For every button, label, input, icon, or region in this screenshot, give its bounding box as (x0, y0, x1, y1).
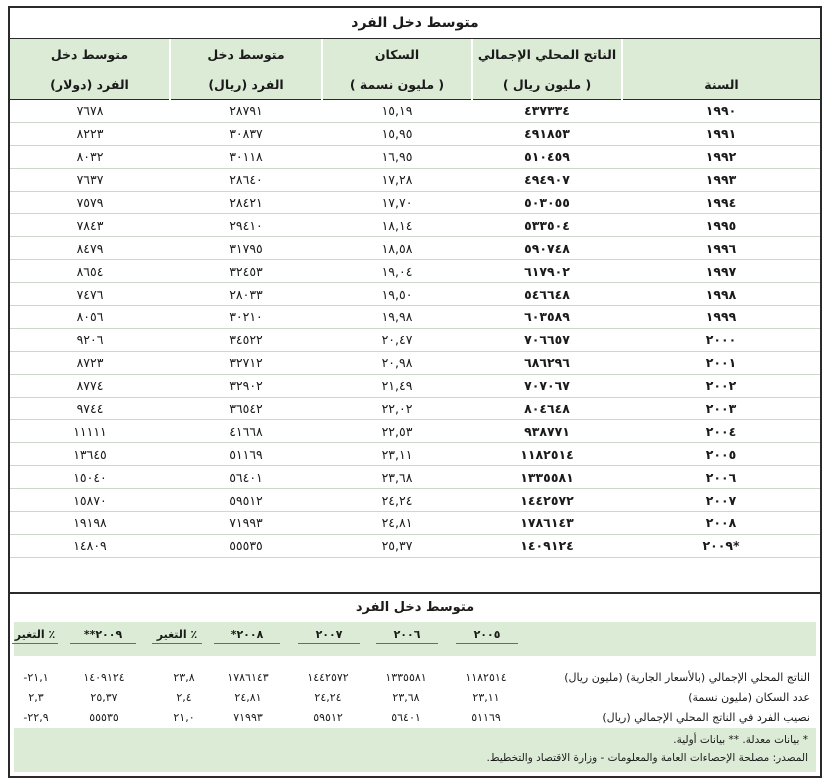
income-usd-cell: ١١١١١ (10, 420, 170, 443)
population-cell: ٢٥,٣٧ (322, 534, 472, 557)
header-row-1 (10, 39, 820, 69)
year-cell: *٢٠٠٩ (622, 534, 820, 557)
summary-title: متوسط دخل الفرد (355, 600, 475, 615)
population-cell: ١٨,١٤ (322, 214, 472, 237)
summary-value: ٢,٤ (176, 691, 192, 704)
income-usd-cell: ١٤٨٠٩ (10, 534, 170, 557)
summary-value: ١٣٣٥٥٨١ (385, 671, 427, 684)
header-year: السنة (622, 69, 820, 100)
year-cell: ١٩٩١ (622, 122, 820, 145)
income-usd-cell: ٨٧٢٣ (10, 351, 170, 374)
population-cell: ١٧,٢٨ (322, 168, 472, 191)
table-row (10, 306, 820, 329)
table-title: متوسط دخل الفرد (10, 8, 820, 39)
income-sar-cell: ٣٦٥٤٢ (170, 397, 322, 420)
income-usd-cell: ٧٦٧٨ (10, 100, 170, 123)
income-usd-cell: ٨٦٥٤ (10, 260, 170, 283)
income-sar-cell: ٣١٧٩٥ (170, 237, 322, 260)
income-usd-cell: ٨٧٧٤ (10, 374, 170, 397)
summary-col-2005: ٢٠٠٥ (456, 628, 518, 644)
table-row (10, 512, 820, 535)
income-table (10, 39, 820, 558)
header-year-l1 (622, 39, 820, 69)
summary-value: ٢١,٠ (173, 711, 195, 724)
gdp-cell: ٥٣٣٥٠٤ (472, 214, 622, 237)
gdp-cell: ١١٨٢٥١٤ (472, 443, 622, 466)
income-usd-cell: ٨٢٢٣ (10, 122, 170, 145)
gdp-cell: ٥٤٦٦٤٨ (472, 283, 622, 306)
header-population-unit: ( مليون نسمة ) (322, 69, 472, 100)
income-sar-cell: ٧١٩٩٣ (170, 512, 322, 535)
income-sar-cell: ٣٢٧١٢ (170, 351, 322, 374)
summary-value: ٧١٩٩٣ (233, 711, 263, 724)
table-row (10, 100, 820, 123)
year-cell: ١٩٩٠ (622, 100, 820, 123)
income-sar-cell: ٣٠٢١٠ (170, 306, 322, 329)
population-cell: ٢٠,٩٨ (322, 351, 472, 374)
population-cell: ١٥,٩٥ (322, 122, 472, 145)
income-usd-cell: ٨٠٥٦ (10, 306, 170, 329)
year-cell: ٢٠٠٦ (622, 466, 820, 489)
population-cell: ١٧,٧٠ (322, 191, 472, 214)
income-usd-cell: ٧٤٧٦ (10, 283, 170, 306)
summary-value: ٥٩٥١٢ (313, 711, 343, 724)
table-row (10, 214, 820, 237)
table-row (10, 260, 820, 283)
year-cell: ١٩٩٢ (622, 145, 820, 168)
population-cell: ٢١,٤٩ (322, 374, 472, 397)
summary-value: -٢١,١ (23, 671, 49, 684)
gdp-cell: ٦٨٦٢٩٦ (472, 351, 622, 374)
summary-row (14, 690, 816, 708)
table-body (10, 100, 820, 558)
summary-row (14, 710, 816, 728)
income-sar-cell: ٥٦٤٠١ (170, 466, 322, 489)
summary-value: ١٧٨٦١٤٣ (227, 671, 269, 684)
header-gdp-l1: الناتج المحلي الإجمالي (472, 39, 622, 69)
header-income-sar-unit: الفرد (ريال) (170, 69, 322, 100)
summary-value: ٢٣,٨ (173, 671, 195, 684)
table-row (10, 534, 820, 557)
table-row (10, 466, 820, 489)
summary-col-change-2008: التغير ٪ (152, 628, 202, 644)
header-income-sar-l1: متوسط دخل (170, 39, 322, 69)
summary-value: ٥٦٤٠١ (391, 711, 421, 724)
income-sar-cell: ٢٨٤٢١ (170, 191, 322, 214)
year-cell: ١٩٩٧ (622, 260, 820, 283)
year-cell: ٢٠٠٧ (622, 489, 820, 512)
population-cell: ١٩,٥٠ (322, 283, 472, 306)
gdp-cell: ٦٠٣٥٨٩ (472, 306, 622, 329)
year-cell: ١٩٩٩ (622, 306, 820, 329)
year-cell: ٢٠٠٠ (622, 328, 820, 351)
income-usd-cell: ٧٦٣٧ (10, 168, 170, 191)
gdp-cell: ٧٠٧٠٦٧ (472, 374, 622, 397)
summary-col-2008: *٢٠٠٨ (214, 628, 280, 644)
note-legend: * بيانات معدلة. ** بيانات أولية. (673, 734, 808, 746)
year-cell: ٢٠٠١ (622, 351, 820, 374)
income-sar-cell: ٣٠٨٣٧ (170, 122, 322, 145)
population-cell: ١٦,٩٥ (322, 145, 472, 168)
income-usd-cell: ٨٤٧٩ (10, 237, 170, 260)
year-cell: ٢٠٠٢ (622, 374, 820, 397)
gdp-cell: ١٤٤٢٥٧٢ (472, 489, 622, 512)
gdp-cell: ٩٣٨٧٧١ (472, 420, 622, 443)
population-cell: ١٩,٠٤ (322, 260, 472, 283)
summary-value: -٢٢,٩ (23, 711, 49, 724)
table-row (10, 420, 820, 443)
population-cell: ٢٤,٢٤ (322, 489, 472, 512)
gdp-cell: ٧٠٦٦٥٧ (472, 328, 622, 351)
gdp-cell: ٤٩١٨٥٣ (472, 122, 622, 145)
table-row (10, 443, 820, 466)
year-cell: ١٩٩٨ (622, 283, 820, 306)
income-sar-cell: ٢٨٠٣٣ (170, 283, 322, 306)
income-sar-cell: ٢٨٧٩١ (170, 100, 322, 123)
summary-col-2009: **٢٠٠٩ (70, 628, 136, 644)
table-row (10, 122, 820, 145)
header-population-l1: السكان (322, 39, 472, 69)
gdp-cell: ١٣٣٥٥٨١ (472, 466, 622, 489)
population-cell: ١٩,٩٨ (322, 306, 472, 329)
summary-value: ١٤٠٩١٢٤ (83, 671, 125, 684)
gdp-cell: ٥٠٣٠٥٥ (472, 191, 622, 214)
population-cell: ٢٢,٠٢ (322, 397, 472, 420)
table-row (10, 328, 820, 351)
gdp-cell: ١٤٠٩١٢٤ (472, 534, 622, 557)
population-cell: ٢٤,٨١ (322, 512, 472, 535)
header-gdp-unit: ( مليون ريال ) (472, 69, 622, 100)
table-row (10, 351, 820, 374)
gdp-cell: ٨٠٤٦٤٨ (472, 397, 622, 420)
year-cell: ٢٠٠٣ (622, 397, 820, 420)
income-sar-cell: ٢٨٦٤٠ (170, 168, 322, 191)
year-cell: ٢٠٠٥ (622, 443, 820, 466)
income-usd-cell: ١٣٦٤٥ (10, 443, 170, 466)
summary-section (10, 592, 820, 776)
summary-value: ٢٥,٣٧ (90, 691, 118, 704)
summary-rows (14, 656, 816, 732)
population-cell: ١٨,٥٨ (322, 237, 472, 260)
header-income-usd-unit: الفرد (دولار) (10, 69, 170, 100)
summary-row-label: الناتج المحلي الإجمالي (بالأسعار الجارية) (مليون ريال) (564, 671, 810, 684)
table-row (10, 191, 820, 214)
population-cell: ٢٣,٦٨ (322, 466, 472, 489)
notes-box (14, 728, 816, 772)
document-frame (8, 6, 822, 778)
gdp-cell: ٥٩٠٧٤٨ (472, 237, 622, 260)
table-row (10, 397, 820, 420)
summary-value: ٢,٣ (28, 691, 44, 704)
summary-col-change-2009: التغير ٪ (12, 628, 58, 644)
income-sar-cell: ٣٢٩٠٢ (170, 374, 322, 397)
income-sar-cell: ٥١١٦٩ (170, 443, 322, 466)
income-usd-cell: ٧٨٤٣ (10, 214, 170, 237)
population-cell: ١٥,١٩ (322, 100, 472, 123)
summary-value: ٢٤,٢٤ (314, 691, 342, 704)
summary-value: ٥١١٦٩ (471, 711, 501, 724)
table-row (10, 489, 820, 512)
gdp-cell: ٥١٠٤٥٩ (472, 145, 622, 168)
note-source: المصدر: مصلحة الإحصاءات العامة والمعلومات - وزارة الاقتصاد والتخطيط. (486, 752, 808, 764)
income-usd-cell: ٩٧٤٤ (10, 397, 170, 420)
income-sar-cell: ٥٩٥١٢ (170, 489, 322, 512)
population-cell: ٢٢,٥٣ (322, 420, 472, 443)
summary-row (14, 670, 816, 688)
summary-value: ٥٥٥٣٥ (89, 711, 119, 724)
year-cell: ١٩٩٦ (622, 237, 820, 260)
summary-value: ٢٤,٨١ (234, 691, 262, 704)
income-sar-cell: ٢٩٤١٠ (170, 214, 322, 237)
table-row (10, 283, 820, 306)
summary-value: ٢٣,١١ (472, 691, 500, 704)
income-usd-cell: ١٥٠٤٠ (10, 466, 170, 489)
income-sar-cell: ٤١٦٦٨ (170, 420, 322, 443)
year-cell: ١٩٩٥ (622, 214, 820, 237)
income-usd-cell: ١٩١٩٨ (10, 512, 170, 535)
year-cell: ١٩٩٤ (622, 191, 820, 214)
population-cell: ٢٣,١١ (322, 443, 472, 466)
table-row (10, 145, 820, 168)
income-sar-cell: ٣٤٥٢٢ (170, 328, 322, 351)
summary-row-label: عدد السكان (مليون نسمة) (688, 691, 810, 704)
table-row (10, 237, 820, 260)
income-sar-cell: ٣٠١١٨ (170, 145, 322, 168)
year-cell: ٢٠٠٤ (622, 420, 820, 443)
summary-header-band (14, 622, 816, 656)
population-cell: ٢٠,٤٧ (322, 328, 472, 351)
summary-row-label: نصيب الفرد في الناتج المحلي الإجمالي (ريال) (602, 711, 810, 724)
summary-value: ١١٨٢٥١٤ (465, 671, 507, 684)
gdp-cell: ٤٣٧٣٣٤ (472, 100, 622, 123)
summary-value: ١٤٤٢٥٧٢ (307, 671, 349, 684)
table-row (10, 374, 820, 397)
income-usd-cell: ٨٠٣٢ (10, 145, 170, 168)
income-sar-cell: ٣٢٤٥٣ (170, 260, 322, 283)
table-row (10, 168, 820, 191)
gdp-cell: ٦١٧٩٠٢ (472, 260, 622, 283)
income-usd-cell: ٧٥٧٩ (10, 191, 170, 214)
year-cell: ٢٠٠٨ (622, 512, 820, 535)
gdp-cell: ١٧٨٦١٤٣ (472, 512, 622, 535)
header-row-2 (10, 69, 820, 100)
income-usd-cell: ٩٢٠٦ (10, 328, 170, 351)
summary-value: ٢٣,٦٨ (392, 691, 420, 704)
summary-col-2007: ٢٠٠٧ (298, 628, 360, 644)
header-income-usd-l1: متوسط دخل (10, 39, 170, 69)
income-sar-cell: ٥٥٥٣٥ (170, 534, 322, 557)
year-cell: ١٩٩٣ (622, 168, 820, 191)
income-usd-cell: ١٥٨٧٠ (10, 489, 170, 512)
gdp-cell: ٤٩٤٩٠٧ (472, 168, 622, 191)
summary-col-2006: ٢٠٠٦ (376, 628, 438, 644)
